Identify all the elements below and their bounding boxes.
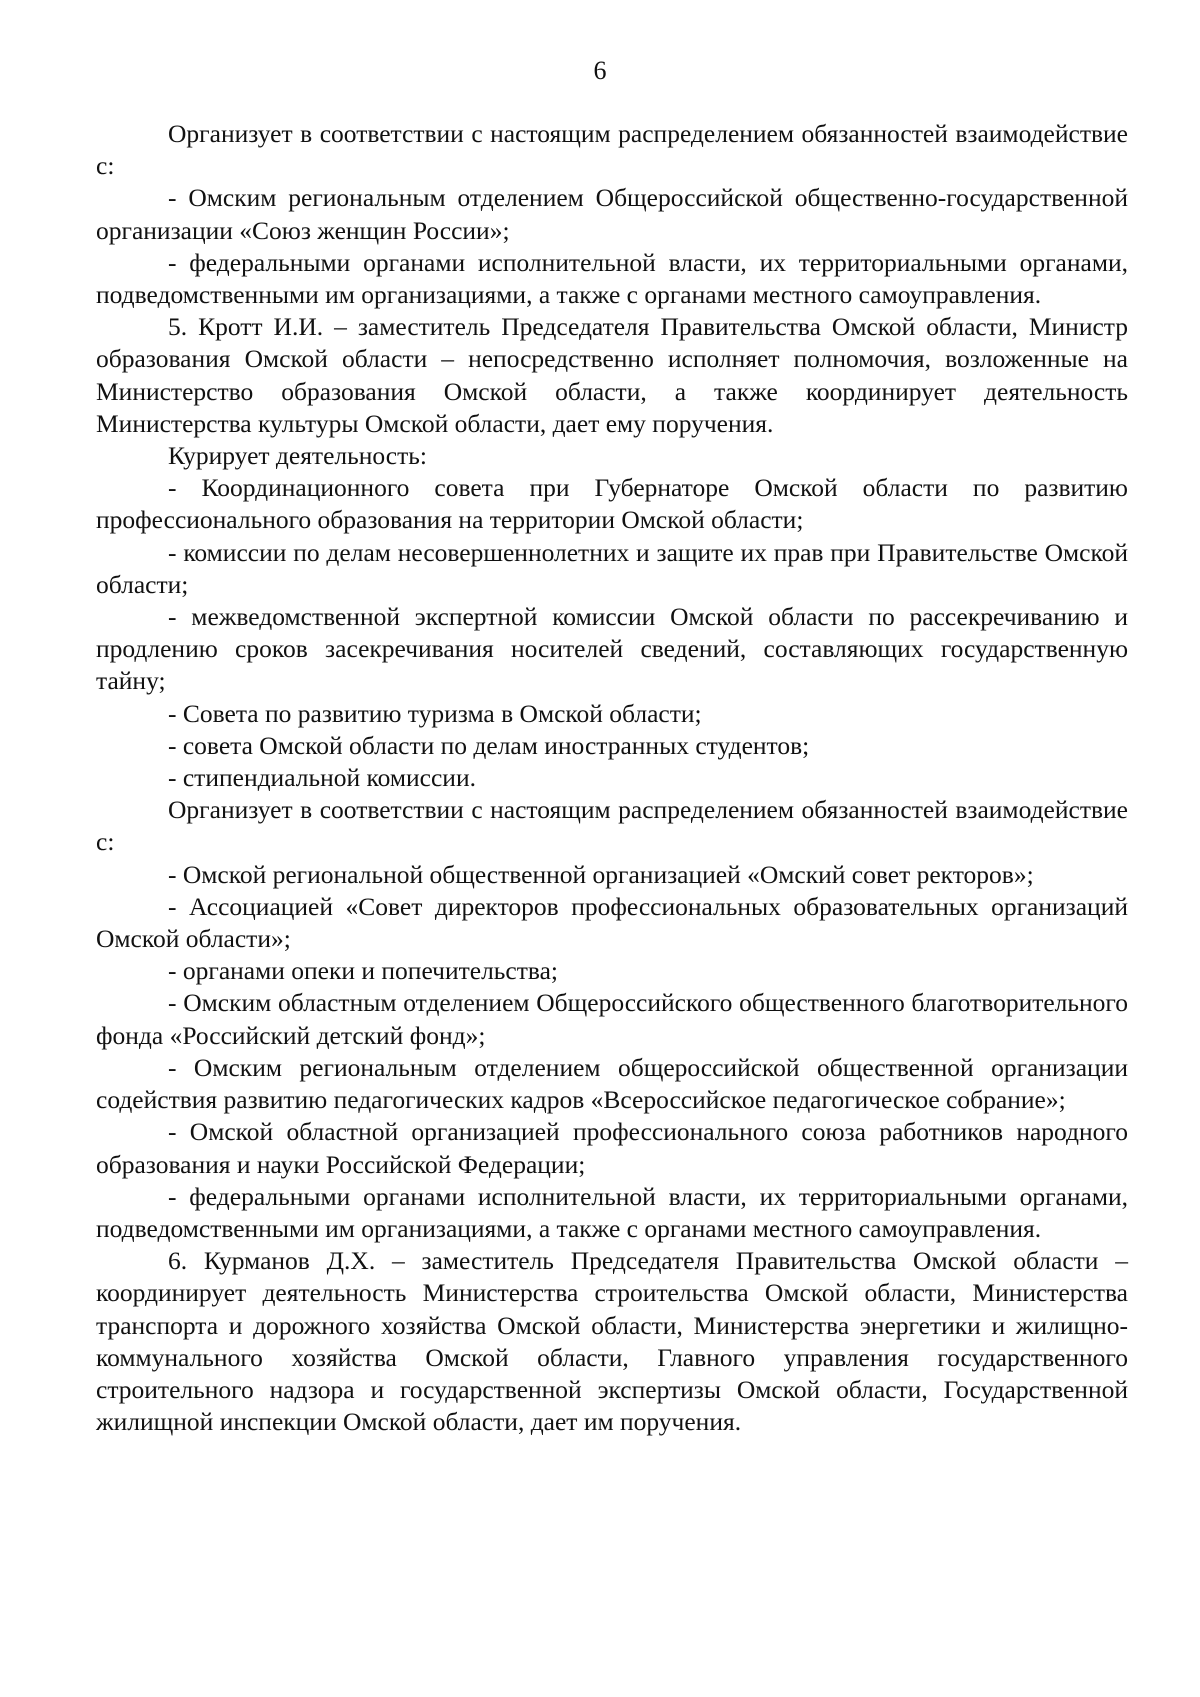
paragraph-scholarship-commission: - стипендиальной комиссии. [168,763,476,793]
paragraph-union-of-women: - Омским региональным отделением Общероссийской общественно-государственной организации «Союз женщин России»; [96,183,1128,245]
paragraph-directors-association: - Ассоциацией «Совет директоров профессиональных образовательных организаций Омской области»; [96,891,1128,954]
paragraph-organizes-interaction-1: Организует в соответствии с настоящим распределением обязанностей взаимодействие с: [96,119,1128,181]
paragraph-federal-bodies-1: - федеральными органами исполнительной власти, их территориальными органами, подведомственными им организациями, а также с органами местного самоуправления. [96,247,1128,310]
paragraph-pedagogical-assembly: - Омским региональным отделением общероссийской общественной организации содействия развитию педагогических кадров «Всероссийское педагогическое собрание»; [96,1052,1128,1115]
paragraph-item-6-kurmanov: 6. Курманов Д.Х. – заместитель Председателя Правительства Омской области – координирует деятельность Министерства строительства Омской области, Министерства транспорта и дорожного хозяйства Омской области, Министерства энергетики и жилищно-коммунального хозяйства Омской области, Главного управления государственного строительного надзора и государственной экспертизы Омской области, Государственной жилищной инспекции Омской области, дает им поручения. [96,1246,1128,1437]
paragraph-foreign-students-council: - совета Омской области по делам иностранных студентов; [168,730,810,760]
document-body [96,118,1128,1438]
page-number: 6 [593,56,607,85]
paragraph-federal-bodies-2: - федеральными органами исполнительной власти, их территориальными органами, подведомственными им организациями, а также с органами местного самоуправления. [96,1181,1128,1243]
paragraph-childrens-fund: - Омским областным отделением Общероссийского общественного благотворительного фонда «Российский детский фонд»; [96,988,1128,1050]
paragraph-item-5-krott: 5. Кротт И.И. – заместитель Председателя Правительства Омской области, Министр образования Омской области – непосредственно исполняет полномочия, возложенные на Министерство образования Омской области, а также координирует деятельность Министерства культуры Омской области, дает ему поручения. [96,312,1128,438]
paragraph-tourism-council: - Совета по развитию туризма в Омской области; [168,698,702,728]
paragraph-supervises-activity: Курирует деятельность: [168,441,427,471]
paragraph-minors-commission: - комиссии по делам несовершеннолетних и защите их прав при Правительстве Омской области; [96,537,1128,599]
paragraph-organizes-interaction-2: Организует в соответствии с настоящим распределением обязанностей взаимодействие с: [96,795,1128,857]
paragraph-coordination-council: - Координационного совета при Губернаторе Омской области по развитию профессионального образования на территории Омской области; [96,473,1128,535]
paragraph-rectors-council: - Омской региональной общественной организацией «Омский совет ректоров»; [168,859,1034,889]
paragraph-guardianship-bodies: - органами опеки и попечительства; [168,956,558,986]
paragraph-education-union: - Омской областной организацией профессионального союза работников народного образования и науки Российской Федерации; [96,1117,1128,1179]
paragraph-expert-commission: - межведомственной экспертной комиссии Омской области по рассекречиванию и продлению сроков засекречивания носителей сведений, составляющих государственную тайну; [96,602,1128,696]
